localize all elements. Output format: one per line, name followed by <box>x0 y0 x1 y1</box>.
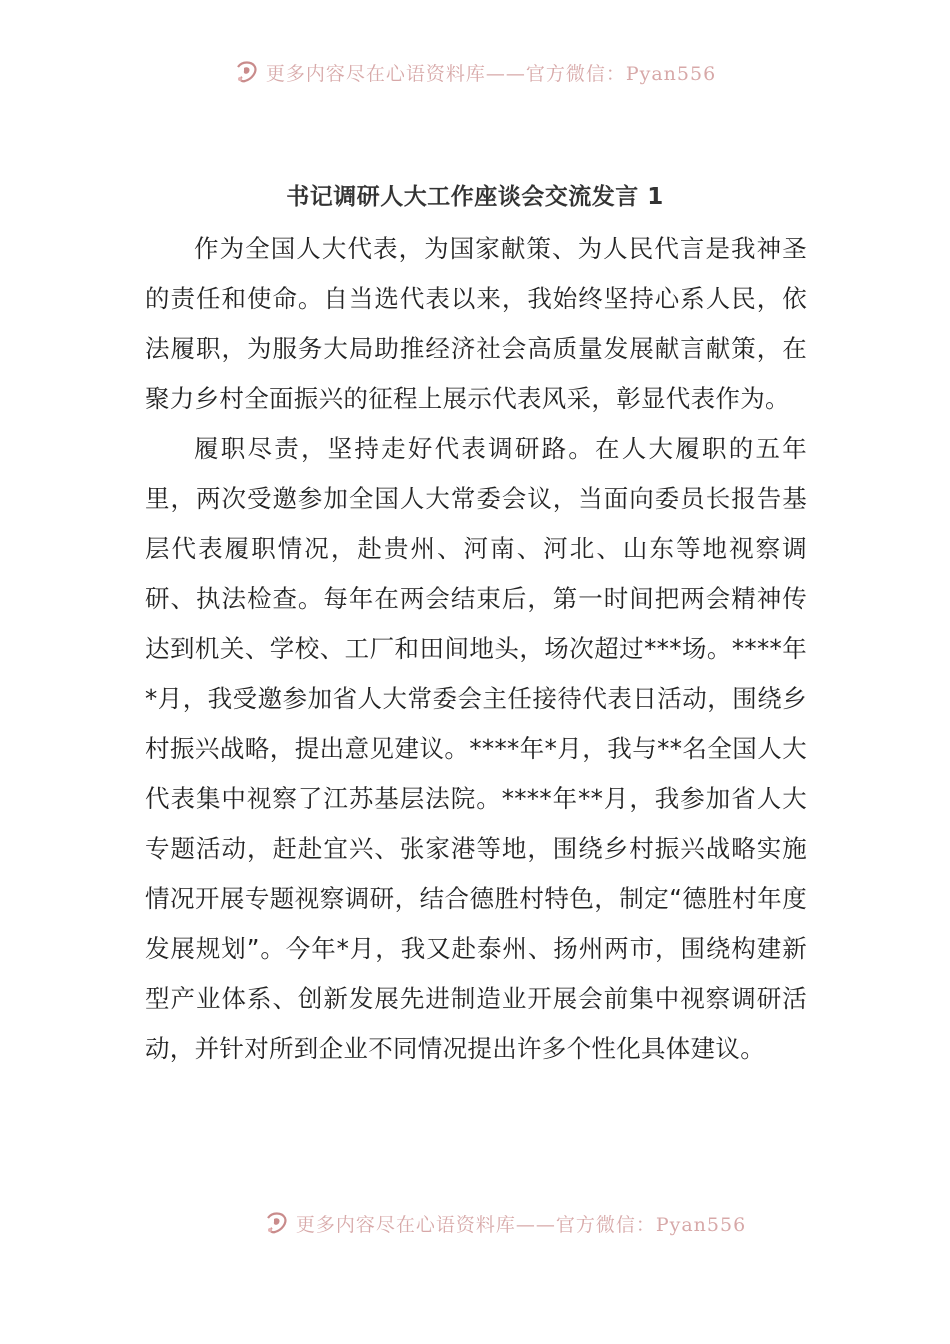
watermark-logo-icon <box>234 59 260 85</box>
watermark-text: 更多内容尽在心语资料库——官方微信：Pyan556 <box>295 1213 747 1236</box>
document-body <box>145 224 807 1074</box>
watermark-text: 更多内容尽在心语资料库——官方微信：Pyan556 <box>265 62 717 85</box>
watermark-logo-icon <box>264 1210 290 1236</box>
document-title: 书记调研人大工作座谈会交流发言 1 <box>286 184 664 210</box>
paragraph-1: 作为全国人大代表，为国家献策、为人民代言是我神圣的责任和使命。自当选代表以来，我始终坚持心系人民，依法履职，为服务大局助推经济社会高质量发展献言献策，在聚力乡村全面振兴的征程上展示代表风采，彰显代表作为。 <box>145 234 807 413</box>
paragraph-2: 履职尽责，坚持走好代表调研路。在人大履职的五年里，两次受邀参加全国人大常委会议，当面向委员长报告基层代表履职情况，赴贵州、河南、河北、山东等地视察调研、执法检查。每年在两会结束后，第一时间把两会精神传达到机关、学校、工厂和田间地头，场次超过***场。****年*月，我受邀参加省人大常委会主任接待代表日活动，围绕乡村振兴战略，提出意见建议。****年*月，我与**名全国人大代表集中视察了江苏基层法院。****年**月，我参加省人大专题活动，赶赴宜兴、张家港等地，围绕乡村振兴战略实施情况开展专题视察调研，结合德胜村特色，制定“德胜村年度发展规划”。今年*月，我又赴泰州、扬州两市，围绕构建新型产业体系、创新发展先进制造业开展会前集中视察调研活动，并针对所到企业不同情况提出许多个性化具体建议。 <box>145 434 807 1063</box>
header-watermark <box>0 54 950 90</box>
footer-watermark <box>0 1205 950 1241</box>
